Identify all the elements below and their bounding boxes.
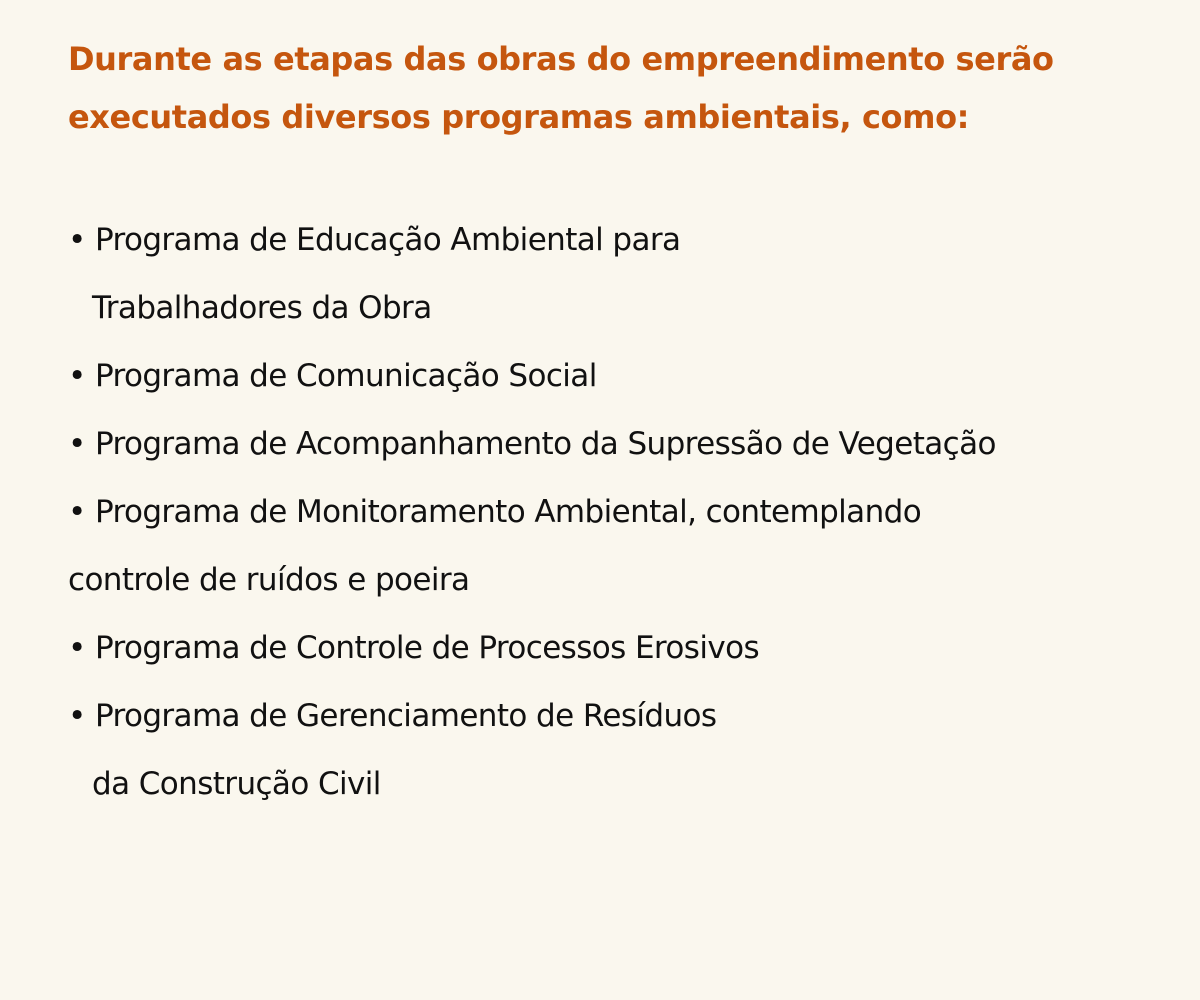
intro-heading-line-2: executados diversos programas ambientais, como: bbox=[68, 98, 970, 136]
intro-heading-line-1: Durante as etapas das obras do empreendimento serão bbox=[68, 40, 1054, 78]
list-item-text: • Programa de Acompanhamento da Supressão de Vegetação bbox=[68, 426, 996, 462]
list-item-processos-erosivos bbox=[68, 614, 996, 682]
list-item-text: • Programa de Educação Ambiental para bbox=[68, 222, 681, 258]
document-page bbox=[68, 30, 1168, 802]
list-item-continuation: Trabalhadores da Obra bbox=[92, 290, 432, 326]
list-item-continuation: controle de ruídos e poeira bbox=[68, 562, 470, 598]
list-item-residuos-construcao bbox=[68, 682, 996, 818]
list-item-educacao-ambiental bbox=[68, 206, 996, 342]
list-item-comunicacao-social bbox=[68, 342, 996, 410]
list-item-continuation: da Construção Civil bbox=[92, 766, 381, 802]
list-item-text: • Programa de Controle de Processos Erosivos bbox=[68, 630, 759, 666]
list-item-monitoramento-ambiental bbox=[68, 478, 996, 614]
list-item-text: • Programa de Comunicação Social bbox=[68, 358, 597, 394]
list-item-text: • Programa de Gerenciamento de Resíduos bbox=[68, 698, 717, 734]
program-list bbox=[68, 206, 996, 818]
intro-heading bbox=[68, 30, 1168, 146]
list-item-supressao-vegetacao bbox=[68, 410, 996, 478]
list-item-text: • Programa de Monitoramento Ambiental, contemplando bbox=[68, 494, 922, 530]
